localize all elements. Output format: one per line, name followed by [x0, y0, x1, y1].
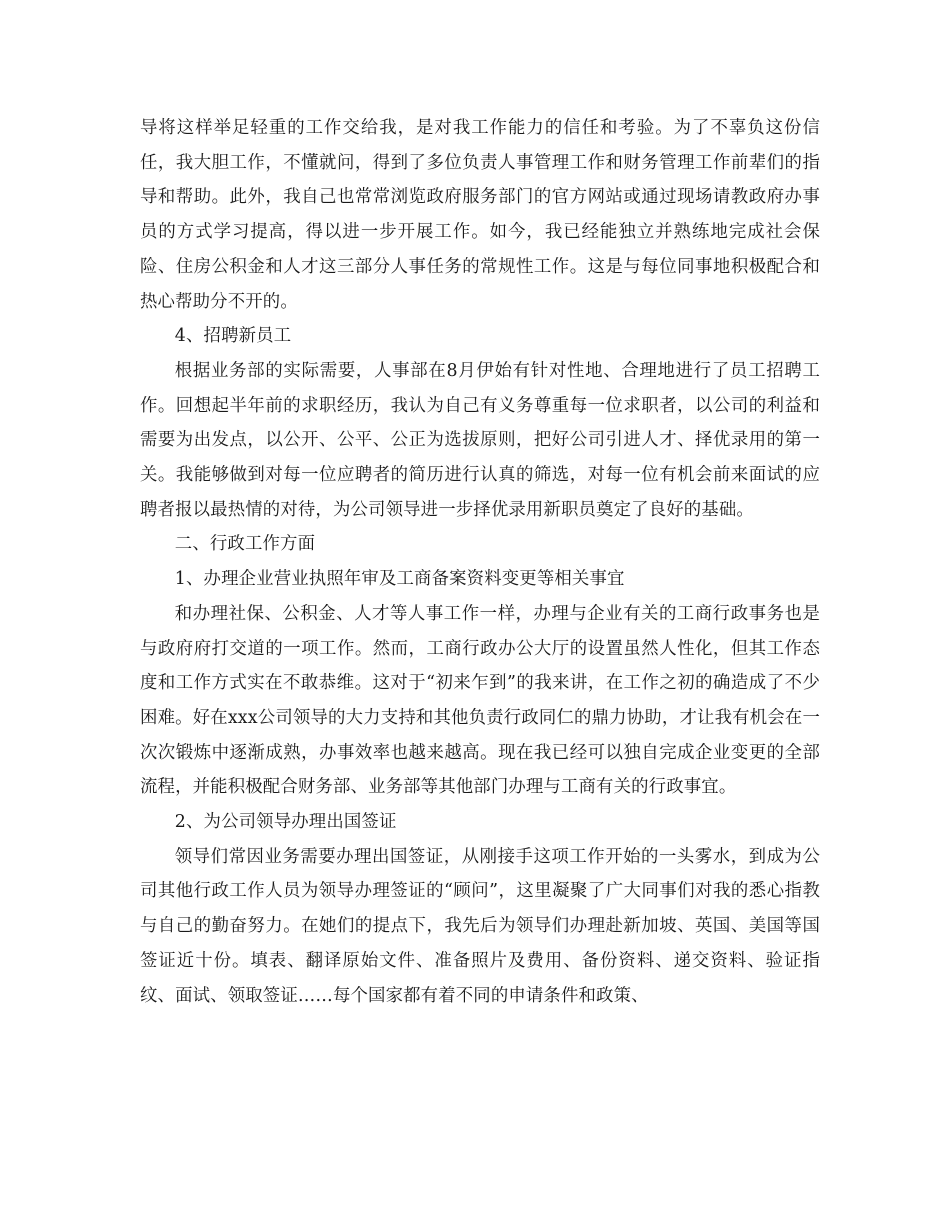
paragraph-business-license: 和办理社保、公积金、人才等人事工作一样，办理与企业有关的工商行政事务也是与政府府打交道的一项工作。然而，工商行政办公大厅的设置虽然人性化，但其工作态度和工作方式实在不敢恭维。这对于“初来乍到”的我来讲，在工作之初的确造成了不少困难。好在xxx公司领导的大力支持和其他负责行政同仁的鼎力协助，才让我有机会在一次次锻炼中逐渐成熟，办事效率也越来越高。现在我已经可以独自完成企业变更的全部流程，并能积极配合财务部、业务部等其他部门办理与工商有关的行政事宜。	[140, 603, 820, 798]
paragraph-recruitment: 根据业务部的实际需要，人事部在8月伊始有针对性地、合理地进行了员工招聘工作。回想起半年前的求职经历，我认为自己有义务尊重每一位求职者，以公司的利益和需要为出发点，以公开、公平、公正为选拔原则，把好公司引进人才、择优录用的第一关。我能够做到对每一位应聘者的简历进行认真的筛选，对每一位有机会前来面试的应聘者报以最热情的对待，为公司领导进一步择优录用新职员奠定了良好的基础。	[140, 360, 820, 520]
paragraph-continuation: 导将这样举足轻重的工作交给我，是对我工作能力的信任和考验。为了不辜负这份信任，我大胆工作，不懂就问，得到了多位负责人事管理工作和财务管理工作前辈们的指导和帮助。此外，我自己也常常浏览政府服务部门的官方网站或通过现场请教政府办事员的方式学习提高，得以进一步开展工作。如今，我已经能独立并熟练地完成社会保险、住房公积金和人才这三部分人事任务的常规性工作。这是与每位同事地积极配合和热心帮助分不开的。	[140, 118, 820, 312]
document-body	[140, 111, 820, 1013]
paragraph-visa: 领导们常因业务需要办理出国签证，从刚接手这项工作开始的一头雾水，到成为公司其他行政工作人员为领导办理签证的“顾问”，这里凝聚了广大同事们对我的悉心指教与自己的勤奋努力。在她们的提点下，我先后为领导们办理赴新加坡、英国、美国等国签证近十份。填表、翻译原始文件、准备照片及费用、备份资料、递交资料、验证指纹、面试、领取签证……每个国家都有着不同的申请条件和政策、	[140, 846, 820, 1006]
subheading-visa: 2、为公司领导办理出国签证	[174, 812, 397, 833]
section-heading-recruitment: 4、招聘新员工	[174, 326, 292, 347]
section-heading-administration: 二、行政工作方面	[174, 534, 316, 555]
subheading-business-license: 1、办理企业营业执照年审及工商备案资料变更等相关事宜	[174, 569, 625, 590]
